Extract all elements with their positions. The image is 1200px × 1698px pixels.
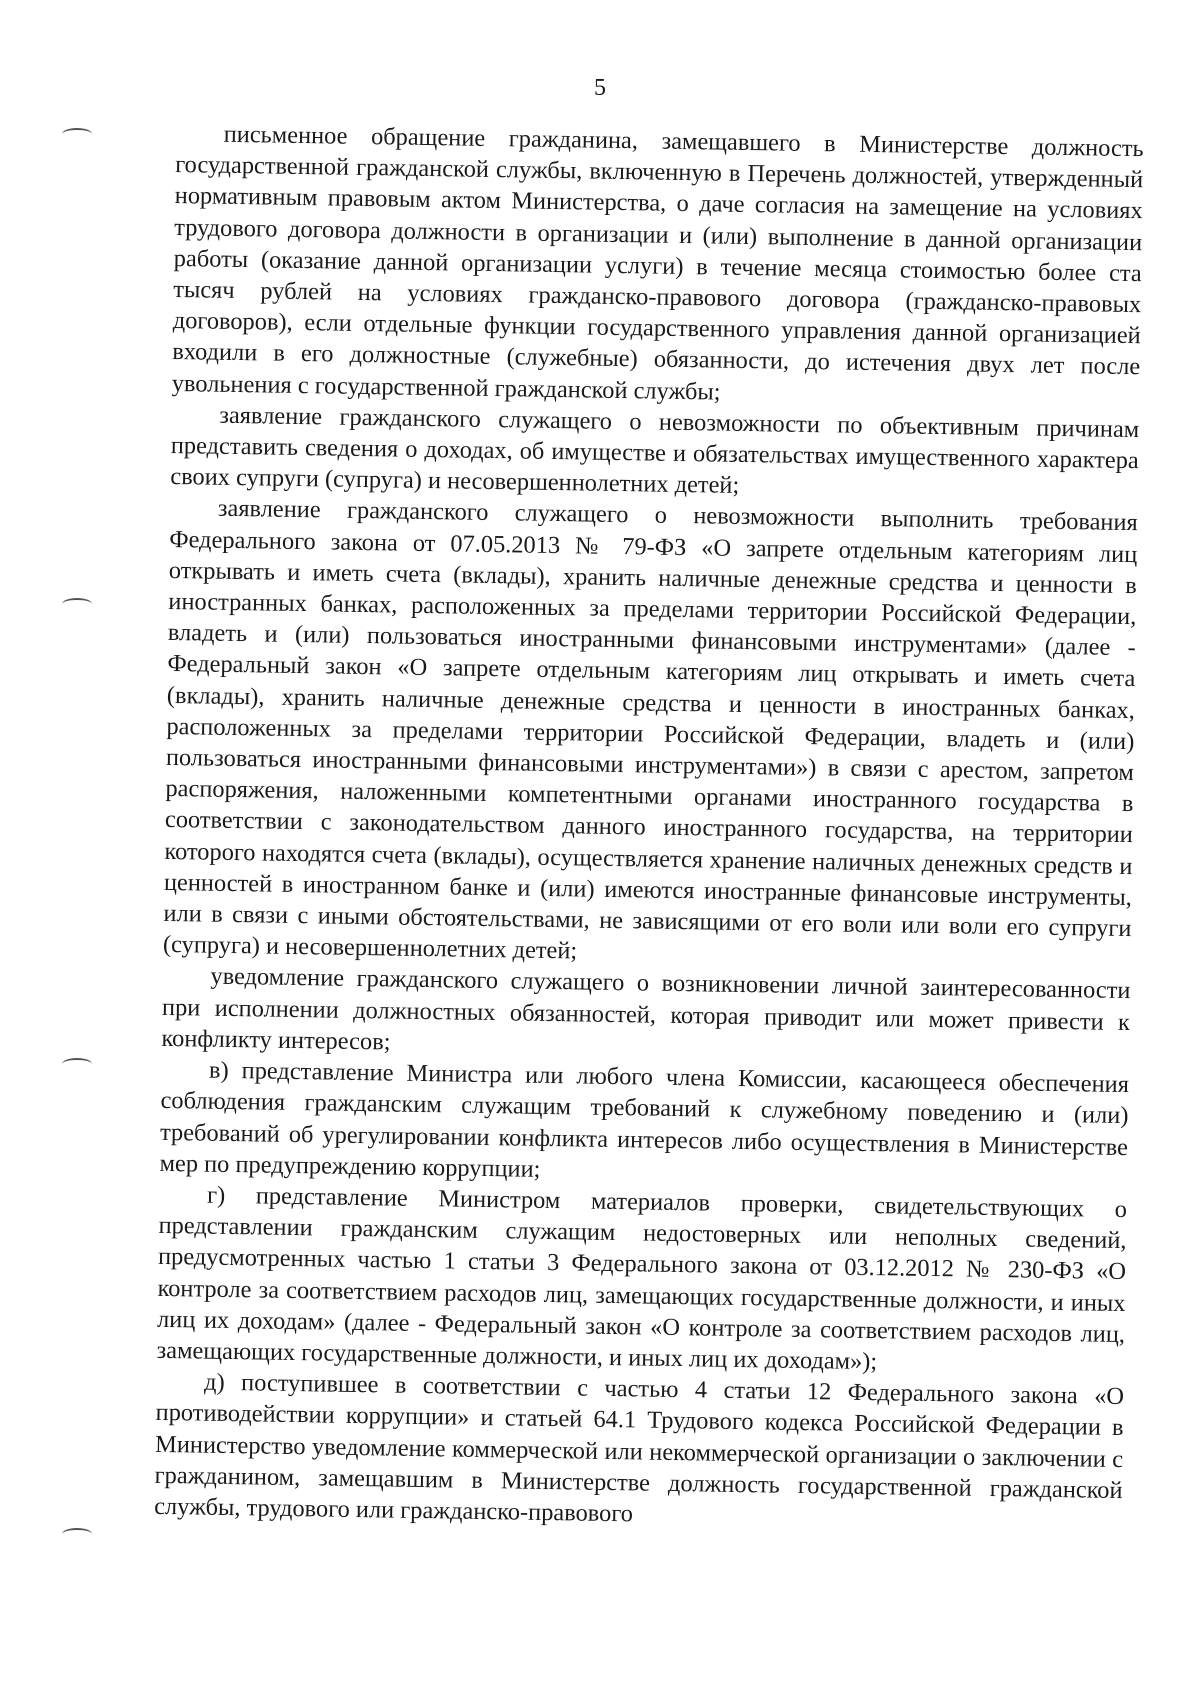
- page-number: 5: [594, 75, 606, 101]
- margin-punch-mark: [62, 1528, 92, 1540]
- paragraph-income-statement: заявление гражданского служащего о невозможности по объективным причинам представить сведения о доходах, об имуществе и обязательствах имущественного характера своих супруги (супруга) и несовершеннолетних детей;: [170, 401, 1140, 500]
- document-body: [154, 118, 1144, 1537]
- paragraph-written-appeal: письменное обращение гражданина, замещавшего в Министерстве должность государственной гражданской службы, включенную в Перечень должностей, утвержденный нормативным правовым актом Министерства, о даче согласия на замещение на условиях трудового договора должности в организации и (или) выполнение в данной организации работы (оказание данной организации услуги) в течение месяца стоимостью более ста тысяч рублей на условиях гражданско-правового договора (гражданско-правовых договоров), если отдельные функции государственного управления данной организацией входили в его должностные (служебные) обязанности, до истечения двух лет после увольнения с государственной гражданской службы;: [171, 120, 1144, 406]
- paragraph-item-g: г) представление Министром материалов проверки, свидетельствующих о представлении гражданским служащим недостоверных или неполных сведений, предусмотренных частью 1 статьи 3 Федерального закона от 03.12.2012 № 230-ФЗ «О контроле за соответствием расходов лиц, замещающих государственные должности, и иных лиц их доходам» (далее - Федеральный закон «О контроле за соответствием расходов лиц, замещающих государственные должности, и иных лиц их доходам»);: [156, 1181, 1128, 1376]
- paragraph-foreign-accounts: заявление гражданского служащего о невозможности выполнить требования Федерального закона от 07.05.2013 № 79-ФЗ «О запрете отдельным категориям лиц открывать и иметь счета (вклады), хранить наличные денежные средства и ценности в иностранных банках, расположенных за пределами территории Российской Федерации, владеть и (или) пользоваться иностранными финансовыми инструментами» (далее - Федеральный закон «О запрете отдельным категориям лиц открывать и иметь счета (вклады), хранить наличные денежные средства и ценности в иностранных банках, расположенных за пределами территории Российской Федерации, владеть и (или) пользоваться иностранными финансовыми инструментами») в связи с арестом, запретом распоряжения, наложенными компетентными органами иностранного государства в соответствии с законодательством данного иностранного государства, на территории которого находятся счета (вклады), осуществляется хранение наличных денежных средств и ценностей в иностранном банке и (или) имеются иностранные финансовые инструменты, или в связи с иными обстоятельствами, не зависящими от его воли или воли его супруги (супруга) и несовершеннолетних детей;: [162, 495, 1138, 965]
- paragraph-item-d: д) поступившее в соответствии с частью 4 статьи 12 Федерального закона «О противодействии коррупции» и статьей 64.1 Трудового кодекса Российской Федерации в Министерство уведомление коммерческой или некоммерческой организации о заключении с гражданином, замещавшим в Министерстве должность государственной гражданской службы, трудового или гражданско-правового: [153, 1368, 1125, 1528]
- margin-punch-mark: [62, 598, 92, 610]
- paragraph-conflict-notice: уведомление гражданского служащего о возникновении личной заинтересованности при исполнении должностных обязанностей, которая приводит или может привести к конфликту интересов;: [161, 963, 1131, 1056]
- margin-punch-mark: [62, 1058, 92, 1070]
- paragraph-item-v: в) представление Министра или любого члена Комиссии, касающееся обеспечения соблюдения гражданским служащим требований к служебному поведению и (или) требований об урегулировании конфликта интересов либо осуществления в Министерстве мер по предупреждению коррупции;: [159, 1056, 1130, 1183]
- margin-punch-mark: [62, 128, 92, 140]
